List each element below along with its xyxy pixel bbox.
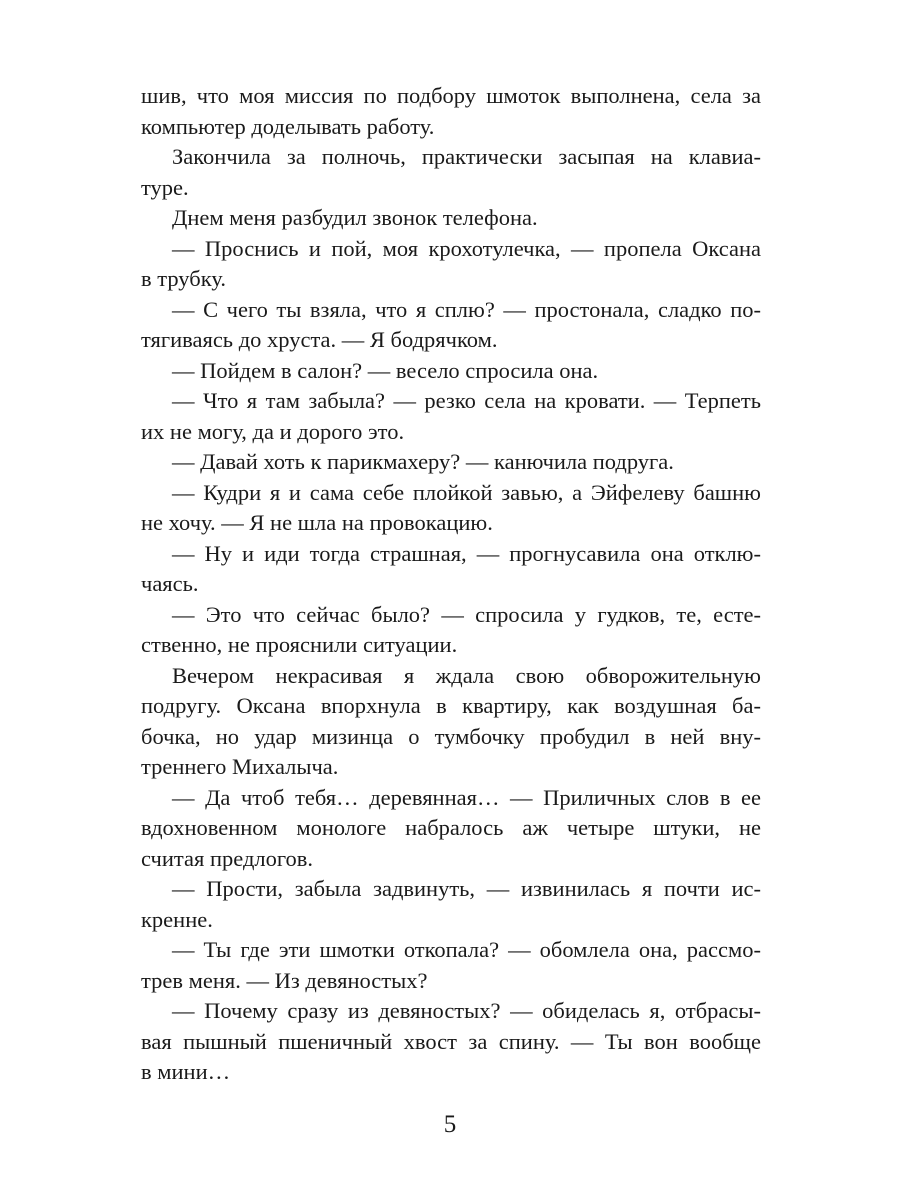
text-line: — Давай хоть к парикмахеру? — канючила подруга. bbox=[172, 449, 674, 474]
text-line: — Прости, забыла задвинуть, — извинилась я почти ис- bbox=[172, 876, 761, 901]
text-line: — Почему сразу из девяностых? — обиделась я, отбрасы- bbox=[172, 998, 761, 1023]
text-line: шив, что моя миссия по подбору шмоток выполнена, села за bbox=[141, 83, 761, 108]
text-line: — Ну и иди тогда страшная, — прогнусавила она отклю- bbox=[172, 540, 761, 566]
text-line: — Проснись и пой, моя крохотулечка, — пропела Оксана bbox=[172, 235, 761, 261]
text-line: бочка, но удар мизинца о тумбочку пробудил в ней вну- bbox=[141, 723, 761, 749]
text-line: — Что я там забыла? — резко села на кровати. — Терпеть bbox=[172, 388, 761, 413]
text-line: — Да чтоб тебя… деревянная… — Приличных слов в ее bbox=[172, 784, 761, 810]
page-number: 5 bbox=[443, 1111, 457, 1138]
text-line: их не могу, да и дорого это. bbox=[141, 418, 405, 444]
text-line: подругу. Оксана впорхнула в квартиру, как воздушная ба- bbox=[141, 693, 761, 718]
text-line: треннего Михалыча. bbox=[141, 754, 339, 779]
text-line: кренне. bbox=[141, 906, 213, 932]
text-line: — Ты где эти шмотки откопала? — обомлела она, рассмо- bbox=[172, 937, 761, 962]
text-line: чаясь. bbox=[141, 571, 199, 596]
text-line: компьютер доделывать работу. bbox=[141, 113, 435, 139]
text-line: считая предлогов. bbox=[141, 845, 314, 871]
text-line: Вечером некрасивая я ждала свою обворожительную bbox=[172, 662, 761, 688]
text-line: в трубку. bbox=[141, 266, 226, 291]
text-line: вая пышный пшеничный хвост за спину. — Ты вон вообще bbox=[141, 1028, 761, 1054]
text-line: — С чего ты взяла, что я сплю? — простонала, сладко по- bbox=[172, 296, 761, 322]
text-line: туре. bbox=[141, 174, 189, 200]
text-line: тягиваясь до хруста. — Я бодрячком. bbox=[141, 327, 498, 352]
text-line: вдохновенном монологе набралось аж четыре штуки, не bbox=[141, 815, 761, 840]
text-line: Днем меня разбудил звонок телефона. bbox=[172, 205, 538, 230]
text-line: трев меня. — Из девяностых? bbox=[141, 967, 428, 993]
text-line: — Пойдем в салон? — весело спросила она. bbox=[172, 357, 599, 383]
text-line: — Кудри я и сама себе плойкой завью, а Эйфелеву башню bbox=[172, 479, 761, 505]
text-line: — Это что сейчас было? — спросила у гудков, те, есте- bbox=[172, 601, 761, 627]
text-line: ственно, не прояснили ситуации. bbox=[141, 632, 458, 657]
text-line: не хочу. — Я не шла на провокацию. bbox=[141, 510, 493, 535]
body-text bbox=[141, 81, 761, 1088]
text-line: в мини… bbox=[141, 1059, 231, 1084]
text-line: Закончила за полночь, практически засыпая на клавиа- bbox=[172, 144, 761, 169]
